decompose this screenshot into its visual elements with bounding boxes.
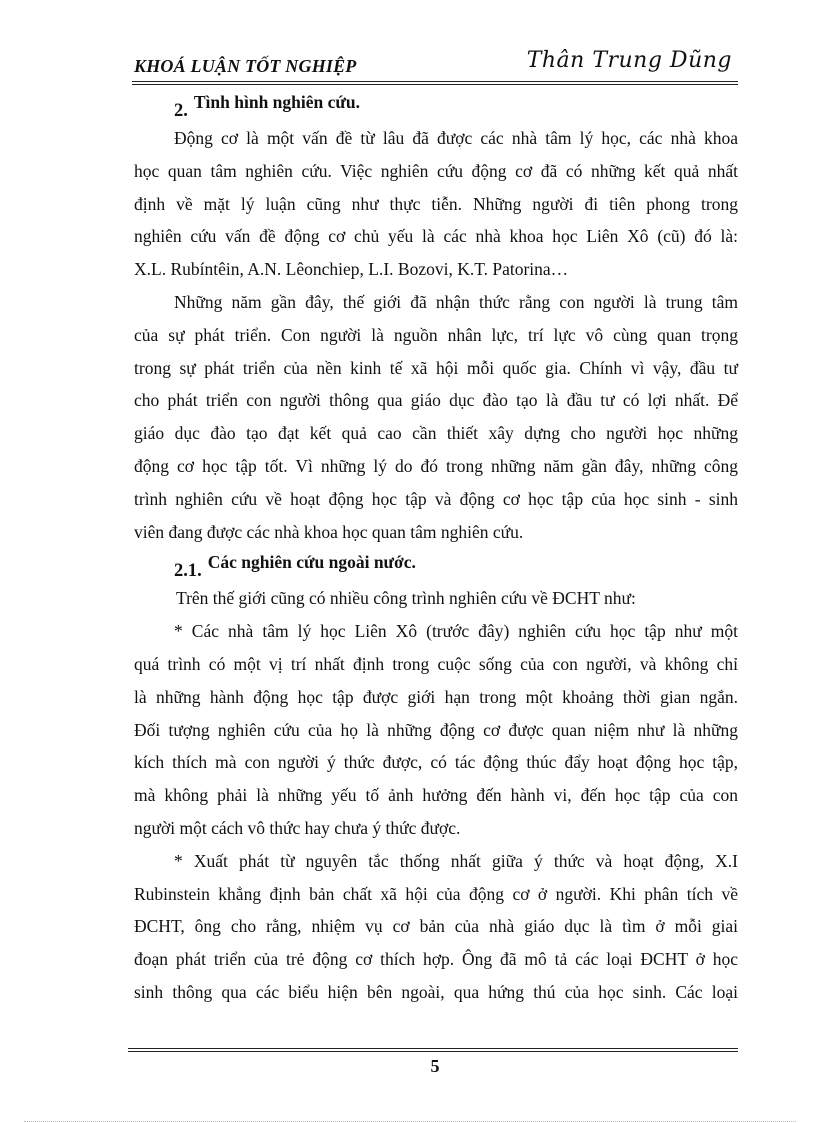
footer-double-rule [128,1048,738,1052]
paragraph-line: X.L. Rubíntêin, A.N. Lêonchiep, L.I. Bozovi, K.T. Patorina… [134,259,569,280]
subsection-heading [134,548,738,582]
page-header [132,46,738,82]
paragraph-line: * Xuất phát từ nguyên tắc thống nhất giữa ý thức và hoạt động, X.I [174,850,738,871]
page-body [134,88,738,1009]
paragraph-line: trình nghiên cứu về hoạt động học tập và động cơ học tập của học sinh - sinh [134,488,738,509]
paragraph-line: đoạn phát triển của trẻ động cơ thích hợp. Ông đã mô tả các loại ĐCHT ở học [134,949,738,970]
paragraph-line: quá trình có một vị trí nhất định trong cuộc sống của con người, và không chỉ [134,653,738,674]
paragraph-line: kích thích mà con người ý thức được, có tác động thúc đẩy hoạt động học tập, [134,752,738,773]
author-name: Thân Trung Dũng [526,48,732,73]
page-edge-divider [24,1121,796,1122]
page-number: 5 [430,1056,440,1076]
paragraph-line: Những năm gần đây, thế giới đã nhận thức rằng con người là trung tâm [174,291,738,312]
thesis-title: KHOÁ LUẬN TỐT NGHIỆP [134,56,357,76]
paragraph-line: học quan tâm nghiên cứu. Việc nghiên cứu động cơ đã có những kết quả nhất [134,160,738,181]
paragraph-line: Đối tượng nghiên cứu của họ là những động cơ được quan niệm như là những [134,719,738,740]
paragraph-line: sinh thông qua các biểu hiện bên ngoài, qua hứng thú của học sinh. Các loại [134,981,738,1002]
section-heading [134,88,738,122]
paragraph-line: người một cách vô thức hay chưa ý thức được. [134,817,461,838]
paragraph-line: giáo dục đào tạo đạt kết quả cao cần thiết xây dựng cho người học những [134,423,738,444]
subsection-number: 2.1. [174,561,202,582]
paragraph-line: ĐCHT, ông cho rằng, nhiệm vụ cơ bản của nhà giáo dục là tìm ở mỗi giai [134,916,738,937]
paragraph-line: cho phát triển con người thông qua giáo dục đào tạo là đầu tư có lợi nhất. Để [134,390,738,411]
paragraph-line: động cơ học tập tốt. Vì những lý do đó trong những năm gần đây, những công [134,455,738,476]
paragraph-line: mà không phải là những yếu tố ảnh hưởng đến hành vi, đến học tập của con [134,785,738,806]
paragraph-line: viên đang được các nhà khoa học quan tâm nghiên cứu. [134,521,524,542]
paragraph-line: của sự phát triển. Con người là nguồn nhân lực, trí lực vô cùng quan trọng [134,324,738,345]
intro-line: Trên thế giới cũng có nhiều công trình nghiên cứu về ĐCHT như: [176,588,636,609]
paragraph-line: * Các nhà tâm lý học Liên Xô (trước đây) nghiên cứu học tập như một [174,621,738,642]
paragraph-1 [134,122,738,286]
paragraph-line: định về mặt lý luận cũng như thực tiễn. Những người đi tiên phong trong [134,193,738,214]
paragraph-2 [134,286,738,548]
paragraph-line: trong sự phát triển của nền kinh tế xã hội mỗi quốc gia. Chính vì vậy, đầu tư [134,357,738,378]
paragraph-line: Động cơ là một vấn đề từ lâu đã được các nhà tâm lý học, các nhà khoa [174,128,738,148]
section-number: 2. [174,101,188,121]
header-double-rule [132,81,738,85]
paragraph-line: Rubinstein khẳng định bản chất xã hội của động cơ ở người. Khi phân tích về [134,883,738,904]
paragraph-line: nghiên cứu vấn đề động cơ chủ yếu là các nhà khoa học Liên Xô (cũ) đó là: [134,226,738,247]
paragraph-line: là những hành động học tập được giới hạn trong một khoảng thời gian ngắn. [134,686,738,707]
section-title: Tình hình nghiên cứu. [193,92,361,112]
subsection-title: Các nghiên cứu ngoài nước. [207,552,416,573]
paragraph-3 [134,615,738,845]
paragraph-4 [134,845,738,1009]
